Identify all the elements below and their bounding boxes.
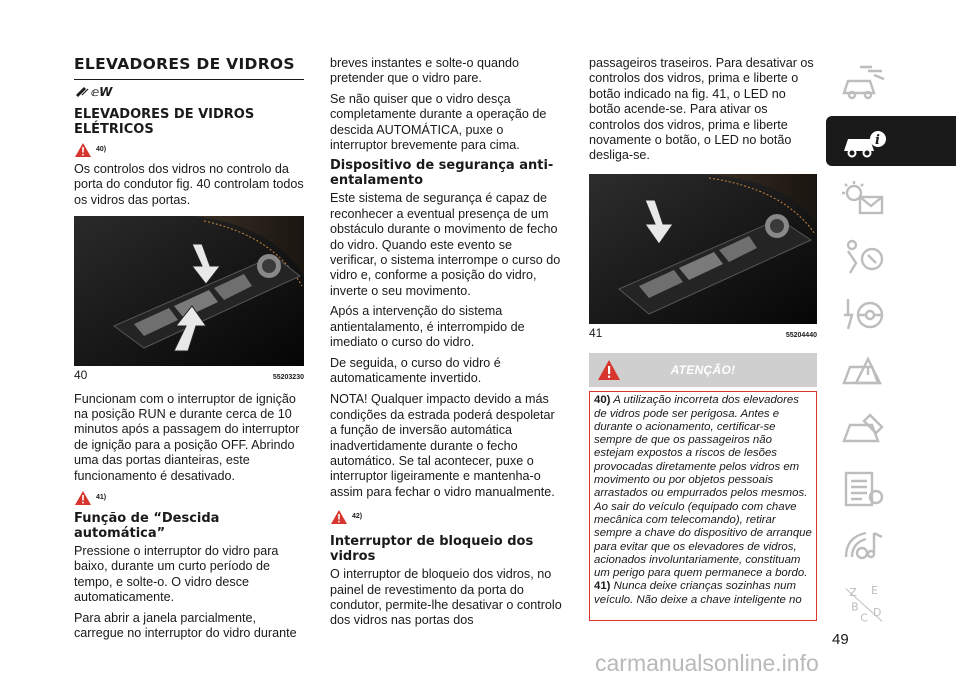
svg-text:ⅇW: ⅇW — [91, 85, 113, 99]
warning-box — [589, 391, 817, 621]
section-heading: Dispositivo de segurança anti-entalamento — [330, 158, 554, 189]
section-heading: Interruptor de bloqueio dos vidros — [330, 534, 534, 565]
tab-multimedia[interactable] — [826, 522, 956, 572]
warning-lights-icon — [840, 179, 886, 219]
tab-maintenance[interactable] — [826, 406, 956, 456]
technical-data-icon — [840, 469, 886, 509]
tab-warning-lights[interactable] — [826, 174, 956, 224]
warning-item-40: 40) A utilização incorreta dos elevadores de vidros pode ser perigosa. Antes e durante o acionamento, certificar-se sempre de que os passageiros não estejam expostos a riscos de lesões provocadas diretamente pelos vidros em movimento ou por objetos pessoais arrastados ou empurrados pelos mesmos. Ao sair do veículo (equipado com chave mecânica com telecomando), retirar sempre a chave do dispositivo de arranque para evitar que os elevadores de vidros, acionados involuntariamente, constituam um perigo para quem permanece a bordo. — [594, 394, 812, 580]
maintenance-tools-icon — [840, 411, 886, 451]
page-number: 49 — [832, 631, 849, 648]
paragraph: NOTA! Qualquer impacto devido a más condições da estrada poderá despoletar a função de inversão automática inadvertidamente durante o fecho automático. Se tal acontecer, puxe o interruptor ligeiramente e mantenha-o assim para fechar o vidro manualmente. — [330, 392, 555, 499]
tab-airbag-safety[interactable] — [826, 232, 956, 282]
paragraph: breves instantes e solte-o quando pretender que o vidro pare. — [330, 56, 520, 86]
section-subtitle: ELEVADORES DE VIDROS ELÉTRICOS — [74, 107, 255, 137]
column-1 — [74, 107, 304, 647]
steering-start-icon — [840, 295, 886, 335]
tab-emergency[interactable] — [826, 348, 956, 398]
paragraph: Após a intervenção do sistema antientalamento, é interrompido de imediato o curso do vidro. — [330, 304, 525, 350]
paragraph: Funcionam com o interruptor de ignição na posição RUN e durante cerca de 10 minutos após a passagem do interruptor de ignição para a posição OFF. Abrindo uma das portas dianteiras, este funcionamento é desativado. — [74, 391, 300, 483]
svg-text:C: C — [860, 611, 868, 625]
paragraph: passageiros traseiros. Para desativar os controlos dos vidros, prima e liberte o botão indicado na fig. 41, o LED no botão acende-se. Para ativar os controlos dos vidros, prima e liberte novamente o botão, o LED no botão desliga-se. — [589, 56, 814, 163]
car-dashboard-icon — [840, 63, 886, 103]
paragraph: O interruptor de bloqueio dos vidros, no painel de revestimento da porta do condutor, permite-lhe desativar o controlo dos vidros nas portas dos — [330, 567, 562, 628]
paragraph: Para abrir a janela parcialmente, carregue no interruptor do vidro durante — [74, 610, 297, 641]
svg-text:Z: Z — [849, 585, 857, 599]
svg-text:B: B — [851, 600, 859, 614]
paragraph: Os controlos dos vidros no controlo da porta do condutor fig. 40 controlam todos os vidros das portas. — [74, 162, 304, 207]
svg-text:i: i — [875, 133, 880, 148]
warning-title: ATENÇÃO! — [670, 363, 736, 378]
tab-car-info-active[interactable] — [826, 116, 956, 166]
paragraph: Se não quiser que o vidro desça completamente durante a operação de descida AUTOMÁTICA, puxe o interruptor brevemente para cima. — [330, 91, 547, 153]
column-3 — [589, 56, 817, 621]
section-heading: Função de “Descida automática” — [74, 511, 220, 542]
car-info-icon — [840, 121, 886, 161]
figure-41-lock-switch-photo — [589, 174, 817, 324]
warning-triangle-icon — [330, 509, 348, 525]
page-title: ELEVADORES DE VIDROS — [74, 55, 304, 80]
warning-item-41: 41) Nunca deixe crianças sozinhas num veículo. Não deixe a chave inteligente no — [594, 580, 802, 606]
index-letters-icon — [840, 585, 886, 625]
warning-triangle-icon — [74, 142, 92, 158]
figure-41-caption: 41 55204440 — [589, 325, 817, 340]
emergency-car-icon — [840, 353, 886, 393]
multimedia-icon — [840, 527, 886, 567]
airbag-safety-icon — [840, 237, 886, 277]
tab-index[interactable] — [826, 580, 956, 630]
brand-logo-icon — [74, 83, 114, 99]
paragraph: Este sistema de segurança é capaz de reconhecer a eventual presença de um obstáculo durante o movimento de fecho do vidro. Quando este evento se verificar, o sistema interrompe o curso do vidro e, conforme a posição do vidro, inverte o seu movimento. — [330, 191, 561, 298]
column-2 — [330, 56, 562, 634]
figure-40-door-controls-photo — [74, 216, 304, 366]
warning-triangle-icon — [74, 490, 92, 506]
tab-dashboard[interactable] — [826, 58, 956, 108]
svg-text:D: D — [873, 605, 882, 619]
warning-reference-40: 40) — [74, 141, 304, 159]
tab-steering-start[interactable] — [826, 290, 956, 340]
paragraph: Pressione o interruptor do vidro para baixo, durante um curto período de tempo, e solte-o. O vidro desce automaticamente. — [74, 544, 279, 605]
warning-reference-42: 42) — [330, 508, 562, 526]
paragraph: De seguida, o curso do vidro é automaticamente invertido. — [330, 355, 501, 385]
warning-header — [589, 353, 817, 387]
warning-reference-41: 41) — [74, 489, 304, 507]
watermark: carmanualsonline.info — [595, 650, 819, 676]
figure-40-caption: 40 55203230 — [74, 368, 304, 383]
tab-technical-data[interactable] — [826, 464, 956, 514]
svg-text:E: E — [871, 585, 879, 598]
